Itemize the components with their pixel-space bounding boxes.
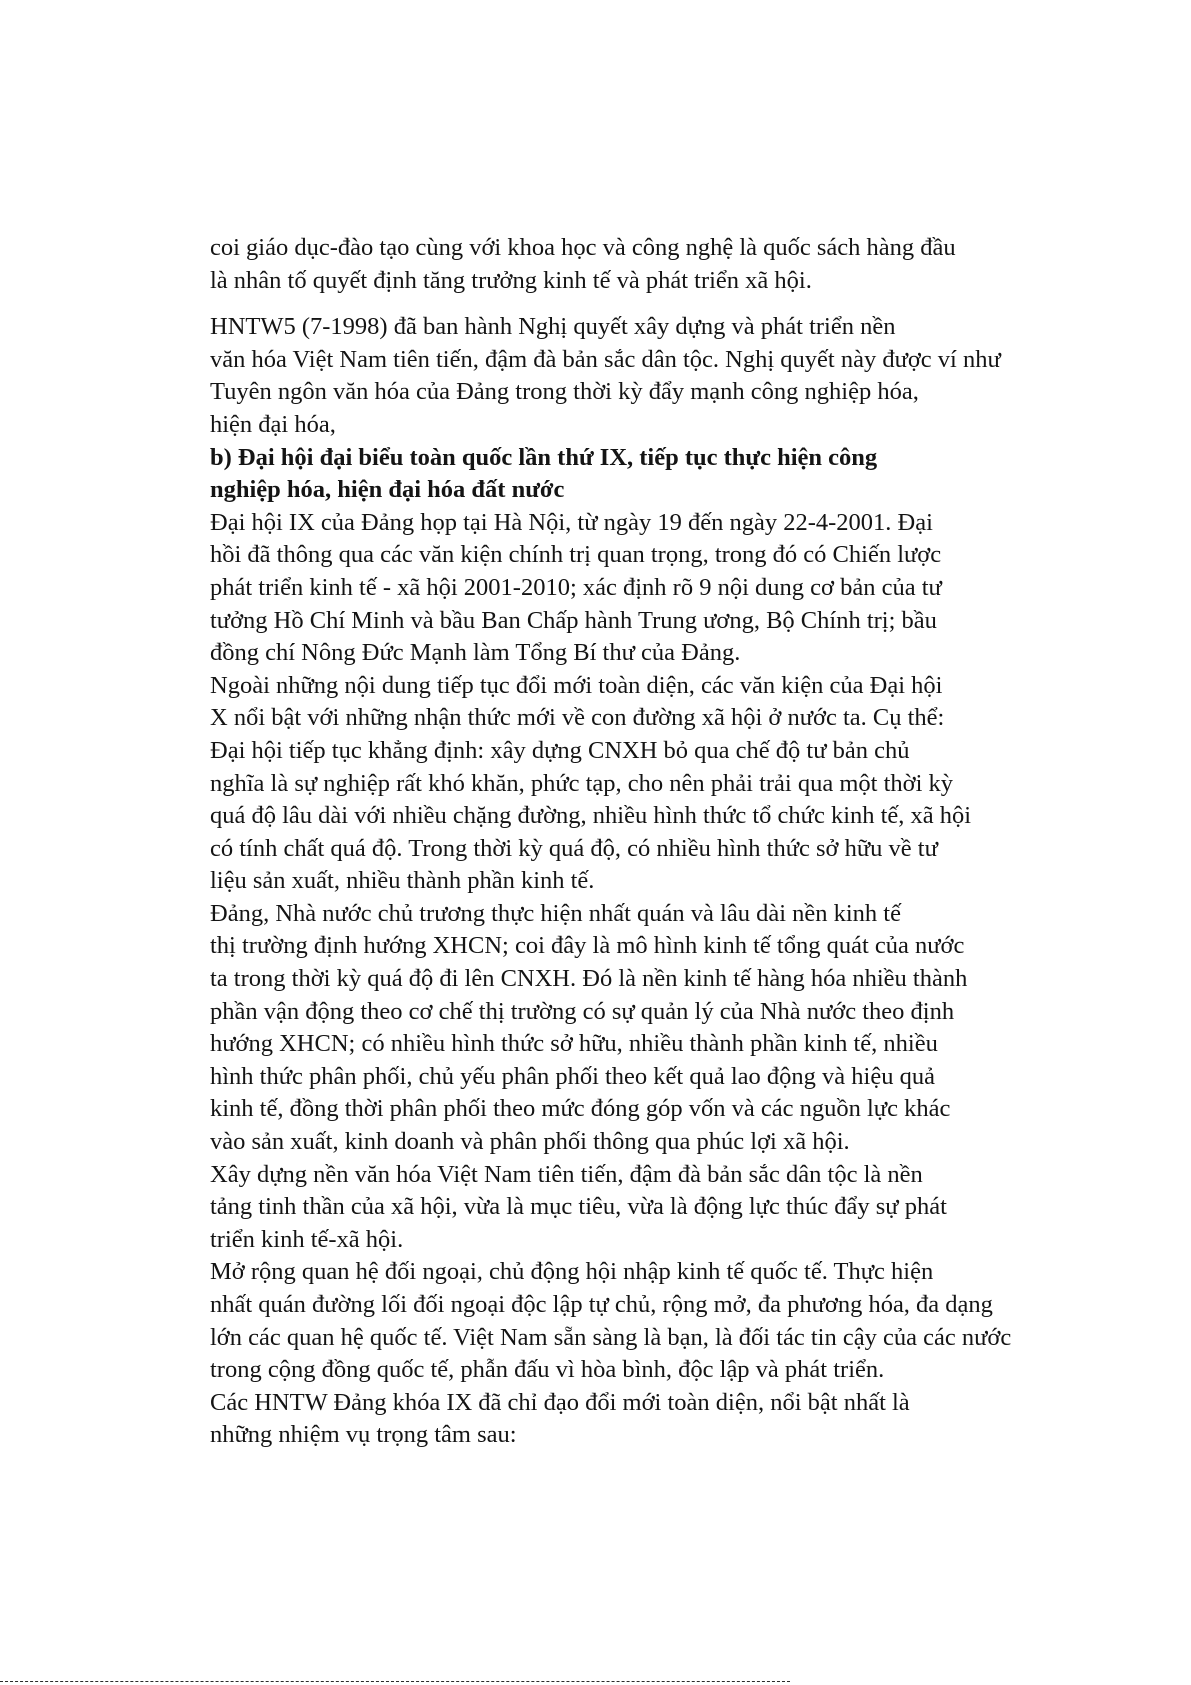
paragraph-spacer (210, 297, 1090, 311)
text-line: hình thức phân phối, chủ yếu phân phối theo kết quả lao động và hiệu quả (210, 1062, 935, 1090)
section-heading (210, 442, 1090, 507)
text-line: liệu sản xuất, nhiều thành phần kinh tế. (210, 867, 595, 895)
text-line: phần vận động theo cơ chế thị trường có sự quản lý của Nhà nước theo định (210, 997, 955, 1025)
text-line: triển kinh tế-xã hội. (210, 1225, 404, 1253)
document-body (210, 232, 1090, 1452)
text-line: kinh tế, đồng thời phân phối theo mức đóng góp vốn và các nguồn lực khác (210, 1095, 951, 1123)
text-line: nhất quán đường lối đối ngoại độc lập tự chủ, rộng mở, đa phương hóa, đa dạng (210, 1291, 993, 1318)
page-bottom-divider (0, 1681, 790, 1682)
text-line: tưởng Hồ Chí Minh và bầu Ban Chấp hành Trung ương, Bộ Chính trị; bầu (210, 606, 937, 634)
text-line: HNTW5 (7-1998) đã ban hành Nghị quyết xây dựng và phát triển nền (210, 313, 896, 341)
text-line: là nhân tố quyết định tăng trưởng kinh tế và phát triển xã hội. (210, 266, 812, 294)
text-line: coi giáo dục-đào tạo cùng với khoa học và công nghệ là quốc sách hàng đầu (210, 234, 956, 261)
text-line: hướng XHCN; có nhiều hình thức sở hữu, nhiều thành phần kinh tế, nhiều (210, 1030, 938, 1058)
text-line: đồng chí Nông Đức Mạnh làm Tổng Bí thư của Đảng. (210, 639, 741, 667)
text-line: những nhiệm vụ trọng tâm sau: (210, 1421, 517, 1449)
text-line: ta trong thời kỳ quá độ đi lên CNXH. Đó là nền kinh tế hàng hóa nhiều thành (210, 965, 968, 993)
text-line: Đảng, Nhà nước chủ trương thực hiện nhất quán và lâu dài nền kinh tế (210, 899, 901, 927)
text-line: văn hóa Việt Nam tiên tiến, đậm đà bản sắc dân tộc. Nghị quyết này được ví như (210, 345, 1001, 373)
text-line: Ngoài những nội dung tiếp tục đổi mới toàn diện, các văn kiện của Đại hội (210, 671, 943, 699)
text-line: Mở rộng quan hệ đối ngoại, chủ động hội nhập kinh tế quốc tế. Thực hiện (210, 1258, 934, 1286)
text-line: hiện đại hóa, (210, 410, 336, 438)
heading-line: b) Đại hội đại biểu toàn quốc lần thứ IX, tiếp tục thực hiện công (210, 443, 878, 471)
text-line: Xây dựng nền văn hóa Việt Nam tiên tiến, đậm đà bản sắc dân tộc là nền (210, 1160, 923, 1188)
text-line: có tính chất quá độ. Trong thời kỳ quá độ, có nhiều hình thức sở hữu về tư (210, 834, 938, 862)
text-line: Đại hội IX của Đảng họp tại Hà Nội, từ ngày 19 đến ngày 22-4-2001. Đại (210, 508, 933, 536)
text-line: nghĩa là sự nghiệp rất khó khăn, phức tạp, cho nên phải trải qua một thời kỳ (210, 769, 954, 797)
text-line: tảng tinh thần của xã hội, vừa là mục tiêu, vừa là động lực thúc đẩy sự phát (210, 1193, 947, 1221)
text-line: quá độ lâu dài với nhiều chặng đường, nhiều hình thức tổ chức kinh tế, xã hội (210, 802, 972, 830)
heading-line: nghiệp hóa, hiện đại hóa đất nước (210, 476, 565, 504)
paragraph-hntw5 (210, 311, 1090, 441)
text-line: vào sản xuất, kinh doanh và phân phối thông qua phúc lợi xã hội. (210, 1128, 850, 1156)
text-line: lớn các quan hệ quốc tế. Việt Nam sẵn sàng là bạn, là đối tác tin cậy của các nước (210, 1323, 1012, 1351)
text-line: thị trường định hướng XHCN; coi đây là mô hình kinh tế tổng quát của nước (210, 932, 965, 960)
text-line: phát triển kinh tế - xã hội 2001-2010; xác định rõ 9 nội dung cơ bản của tư (210, 573, 942, 601)
paragraph-education-policy (210, 232, 1090, 297)
text-line: Đại hội tiếp tục khẳng định: xây dựng CNXH bỏ qua chế độ tư bản chủ (210, 736, 910, 764)
text-line: X nổi bật với những nhận thức mới về con đường xã hội ở nước ta. Cụ thể: (210, 704, 945, 732)
text-line: Các HNTW Đảng khóa IX đã chỉ đạo đổi mới toàn diện, nổi bật nhất là (210, 1388, 910, 1416)
text-line: Tuyên ngôn văn hóa của Đảng trong thời kỳ đẩy mạnh công nghiệp hóa, (210, 378, 919, 406)
text-line: trong cộng đồng quốc tế, phẫn đấu vì hòa bình, độc lập và phát triển. (210, 1356, 885, 1384)
text-line: hồi đã thông qua các văn kiện chính trị quan trọng, trong đó có Chiến lược (210, 541, 942, 569)
section-body (210, 507, 1090, 1452)
